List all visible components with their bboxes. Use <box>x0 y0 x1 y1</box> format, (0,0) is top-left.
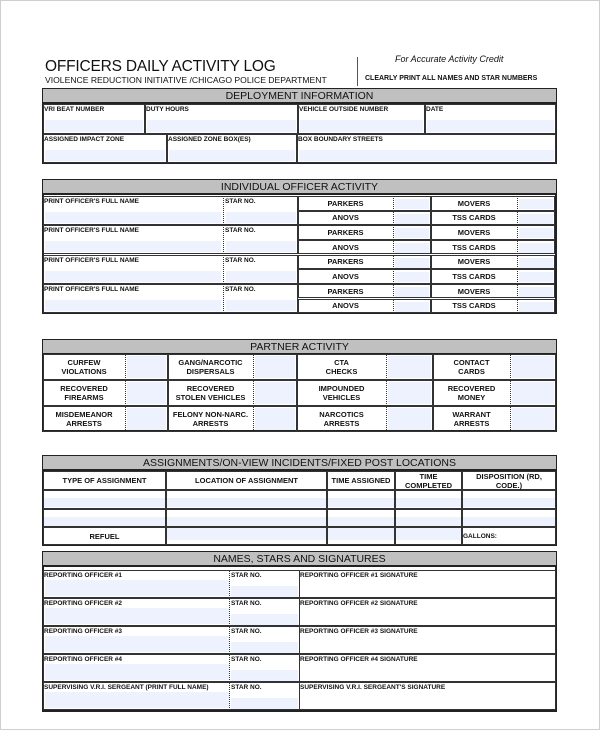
star-no-label: STAR NO. <box>225 256 256 264</box>
deployment-header: DEPLOYMENT INFORMATION <box>43 89 556 104</box>
deployment-field-3-input[interactable] <box>427 120 554 132</box>
star-no-input[interactable] <box>231 642 298 653</box>
counter-label: TSS CARDS <box>452 301 496 311</box>
counter-label: ANOVS <box>332 301 359 311</box>
officer-name-label: PRINT OFFICER'S FULL NAME <box>44 285 139 293</box>
signature-label: REPORTING OFFICER #3 SIGNATURE <box>300 628 418 635</box>
header-divider <box>357 57 358 86</box>
divider <box>393 240 394 255</box>
individual-header: INDIVIDUAL OFFICER ACTIVITY <box>43 180 556 195</box>
partner-label <box>433 380 510 406</box>
star-no-input[interactable] <box>226 271 296 282</box>
partner-input[interactable] <box>388 382 431 404</box>
divider <box>517 211 518 226</box>
divider <box>253 354 254 380</box>
divider <box>510 354 511 380</box>
deployment-field-5-label: ASSIGNED ZONE BOX(ES) <box>168 136 251 143</box>
assignment-input[interactable] <box>396 517 461 526</box>
officer-name-input[interactable] <box>45 636 229 652</box>
counter-label: PARKERS <box>327 286 364 296</box>
officer-name-label: PRINT OFFICER'S FULL NAME <box>44 227 139 235</box>
partner-label-line: GANG/NARCOTIC <box>178 358 243 367</box>
partner-input[interactable] <box>255 382 295 404</box>
partner-input[interactable] <box>127 356 166 378</box>
partner-label-line: MISDEMEANOR <box>55 410 113 419</box>
form-subtitle: VIOLENCE REDUCTION INITIATIVE /CHICAGO POLICE DEPARTMENT <box>45 75 327 85</box>
signature-label: SUPERVISING V.R.I. SERGEANT'S SIGNATURE <box>300 684 446 691</box>
partner-label-line: ARRESTS <box>66 419 102 428</box>
counter-input[interactable] <box>395 228 429 238</box>
partner-label-line: CARDS <box>458 367 485 376</box>
partner-input[interactable] <box>512 356 554 378</box>
partner-input[interactable] <box>512 382 554 404</box>
star-no-label: STAR NO. <box>225 198 256 205</box>
divider <box>510 406 511 432</box>
assignment-input[interactable] <box>328 498 394 507</box>
counter-label: MOVERS <box>457 286 491 296</box>
deployment-field-1-input[interactable] <box>147 120 296 132</box>
deployment-field-0-input[interactable] <box>45 120 143 132</box>
partner-label-line: IMPOUNDED <box>318 384 365 393</box>
divider <box>517 255 518 270</box>
counter-label: TSS CARDS <box>452 242 496 252</box>
partner-label <box>297 380 386 406</box>
refuel-input[interactable] <box>167 528 326 540</box>
divider <box>125 406 126 432</box>
officer-name-input[interactable] <box>45 212 221 223</box>
counter-label: PARKERS <box>327 198 364 208</box>
partner-label-line: ARRESTS <box>323 419 360 428</box>
officer-name-label: REPORTING OFFICER #3 <box>44 628 123 635</box>
partner-input[interactable] <box>255 408 295 430</box>
star-no-input[interactable] <box>231 614 298 625</box>
assignment-col-label: TIME COMPLETED <box>404 471 453 490</box>
counter-label: ANOVS <box>332 271 359 281</box>
partner-label-line: VIOLATIONS <box>61 367 107 376</box>
partner-label <box>297 406 386 432</box>
partner-label <box>433 406 510 432</box>
partner-label-line: CHECKS <box>325 367 358 376</box>
divider <box>125 354 126 380</box>
partner-label-line: FIREARMS <box>64 393 104 402</box>
counter-input[interactable] <box>519 243 553 253</box>
divider <box>386 380 387 406</box>
partner-input[interactable] <box>127 382 166 404</box>
divider <box>517 269 518 284</box>
counter-input[interactable] <box>519 199 553 209</box>
officer-name-label: REPORTING OFFICER #2 <box>44 600 123 607</box>
divider <box>510 380 511 406</box>
divider <box>393 284 394 299</box>
counter-input[interactable] <box>519 302 553 312</box>
officer-name-input[interactable] <box>45 580 229 596</box>
deployment-field-2-input[interactable] <box>300 120 423 132</box>
divider <box>393 255 394 270</box>
divider <box>517 196 518 211</box>
counter-label: MOVERS <box>457 257 491 267</box>
partner-label <box>168 354 253 380</box>
partner-label-line: FELONY NON-NARC. <box>172 410 249 419</box>
partner-label-line: STOLEN VEHICLES <box>175 393 246 402</box>
partner-input[interactable] <box>388 356 431 378</box>
partner-label <box>43 380 125 406</box>
counter-input[interactable] <box>395 272 429 282</box>
officer-name-input[interactable] <box>45 664 229 680</box>
counter-label: PARKERS <box>327 257 364 267</box>
divider <box>253 406 254 432</box>
counter-label: PARKERS <box>327 228 364 238</box>
counter-input[interactable] <box>395 287 429 297</box>
partner-label-line: ARRESTS <box>192 419 229 428</box>
signature-label: REPORTING OFFICER #4 SIGNATURE <box>300 656 418 663</box>
partner-label-line: RECOVERED <box>60 384 108 393</box>
partner-label-line: NARCOTICS <box>319 410 364 419</box>
partner-label-line: DISPERSALS <box>186 367 235 376</box>
star-no-label: STAR NO. <box>231 572 262 579</box>
deployment-field-4-input[interactable] <box>45 150 165 161</box>
assignment-input[interactable] <box>328 517 394 526</box>
assignments-header: ASSIGNMENTS/ON-VIEW INCIDENTS/FIXED POST LOCATIONS <box>43 456 556 471</box>
assignment-input[interactable] <box>44 498 165 507</box>
counter-label: ANOVS <box>332 242 359 252</box>
star-no-input[interactable] <box>231 670 298 681</box>
star-no-input[interactable] <box>226 212 296 223</box>
counter-input[interactable] <box>395 258 429 268</box>
star-no-label: STAR NO. <box>225 285 256 293</box>
assignment-col-label: DISPOSITION (RD, CODE.) <box>476 471 542 490</box>
counter-label: ANOVS <box>332 213 359 223</box>
star-no-label: STAR NO. <box>231 600 262 607</box>
divider <box>517 225 518 240</box>
partner-label <box>43 406 125 432</box>
officer-name-label: PRINT OFFICER'S FULL NAME <box>44 256 139 264</box>
partner-label-line: ARRESTS <box>453 419 490 428</box>
partner-label-line: RECOVERED <box>447 384 496 393</box>
partner-label-line: VEHICLES <box>322 393 361 402</box>
divider <box>253 380 254 406</box>
counter-input[interactable] <box>395 214 429 224</box>
partner-label-line: WARRANT <box>452 410 491 419</box>
deployment-field-6-input[interactable] <box>299 150 554 161</box>
assignment-input[interactable] <box>463 517 555 526</box>
assignment-input[interactable] <box>167 517 326 526</box>
assignment-col-label: LOCATION OF ASSIGNMENT <box>195 476 298 485</box>
counter-label: MOVERS <box>457 198 491 208</box>
star-no-label: STAR NO. <box>231 628 262 635</box>
divider <box>517 284 518 299</box>
partner-label <box>168 380 253 406</box>
assignment-input[interactable] <box>463 498 555 507</box>
partner-label-line: CURFEW <box>67 358 101 367</box>
officer-name-input[interactable] <box>45 692 229 708</box>
partner-header: PARTNER ACTIVITY <box>43 340 556 355</box>
divider <box>517 240 518 255</box>
star-no-label: STAR NO. <box>231 684 262 691</box>
officer-name-label: PRINT OFFICER'S FULL NAME <box>44 198 139 205</box>
counter-label: MOVERS <box>457 228 491 238</box>
officer-name-input[interactable] <box>45 241 221 252</box>
partner-input[interactable] <box>512 408 554 430</box>
star-no-input[interactable] <box>226 241 296 252</box>
counter-input[interactable] <box>395 243 429 253</box>
star-no-input[interactable] <box>226 300 296 311</box>
officer-name-label: SUPERVISING V.R.I. SERGEANT (PRINT FULL NAME) <box>44 684 209 691</box>
partner-input[interactable] <box>127 408 166 430</box>
refuel-input[interactable] <box>396 528 461 540</box>
counter-label: TSS CARDS <box>452 213 496 223</box>
signature-label: REPORTING OFFICER #2 SIGNATURE <box>300 600 418 607</box>
deployment-field-2-label: VEHICLE OUTSIDE NUMBER <box>299 106 389 113</box>
deployment-field-4-label: ASSIGNED IMPACT ZONE <box>44 136 125 143</box>
star-no-input[interactable] <box>231 698 298 709</box>
officer-name-input[interactable] <box>45 608 229 624</box>
counter-input[interactable] <box>519 214 553 224</box>
divider <box>393 269 394 284</box>
assignment-input[interactable] <box>44 517 165 526</box>
credit-note: For Accurate Activity Credit <box>395 54 504 64</box>
divider <box>393 225 394 240</box>
divider <box>517 299 518 314</box>
refuel-input[interactable] <box>328 528 394 540</box>
partner-label-line: CONTACT <box>453 358 490 367</box>
divider <box>386 354 387 380</box>
counter-label: TSS CARDS <box>452 271 496 281</box>
partner-label <box>43 354 125 380</box>
divider <box>125 380 126 406</box>
print-instruction: CLEARLY PRINT ALL NAMES AND STAR NUMBERS <box>365 75 538 82</box>
divider <box>393 211 394 226</box>
star-no-label: STAR NO. <box>225 227 256 235</box>
deployment-field-5-input[interactable] <box>169 150 295 161</box>
counter-input[interactable] <box>519 272 553 282</box>
assignment-col-label: TIME ASSIGNED <box>331 476 391 485</box>
assignment-input[interactable] <box>167 498 326 507</box>
officer-name-input[interactable] <box>45 271 221 282</box>
officer-name-input[interactable] <box>45 300 221 311</box>
partner-label-line: RECOVERED <box>186 384 235 393</box>
counter-input[interactable] <box>395 302 429 312</box>
officer-name-label: REPORTING OFFICER #1 <box>44 572 123 579</box>
partner-input[interactable] <box>255 356 295 378</box>
partner-label-line: CTA <box>334 358 349 367</box>
refuel-label: REFUEL <box>89 531 120 541</box>
gallons-label: GALLONS: <box>463 533 497 540</box>
assignment-col-label: TYPE OF ASSIGNMENT <box>62 476 147 485</box>
signatures-header: NAMES, STARS AND SIGNATURES <box>43 552 556 567</box>
counter-input[interactable] <box>395 199 429 209</box>
partner-label <box>168 406 253 432</box>
star-no-label: STAR NO. <box>231 656 262 663</box>
partner-label <box>297 354 386 380</box>
officer-name-label: REPORTING OFFICER #4 <box>44 656 123 663</box>
counter-input[interactable] <box>519 287 553 297</box>
signature-label: REPORTING OFFICER #1 SIGNATURE <box>300 572 418 579</box>
assignment-input[interactable] <box>396 498 461 507</box>
partner-label-line: MONEY <box>457 393 486 402</box>
deployment-field-1-label: DUTY HOURS <box>146 106 189 113</box>
divider <box>393 299 394 314</box>
counter-input[interactable] <box>519 258 553 268</box>
deployment-field-6-label: BOX BOUNDARY STREETS <box>298 136 383 143</box>
divider <box>386 406 387 432</box>
star-no-input[interactable] <box>231 586 298 597</box>
form-title: OFFICERS DAILY ACTIVITY LOG <box>45 58 276 75</box>
partner-input[interactable] <box>388 408 431 430</box>
divider <box>393 196 394 211</box>
deployment-field-3-label: DATE <box>426 106 444 113</box>
partner-label <box>433 354 510 380</box>
counter-input[interactable] <box>519 228 553 238</box>
deployment-field-0-label: VRI BEAT NUMBER <box>44 106 105 113</box>
